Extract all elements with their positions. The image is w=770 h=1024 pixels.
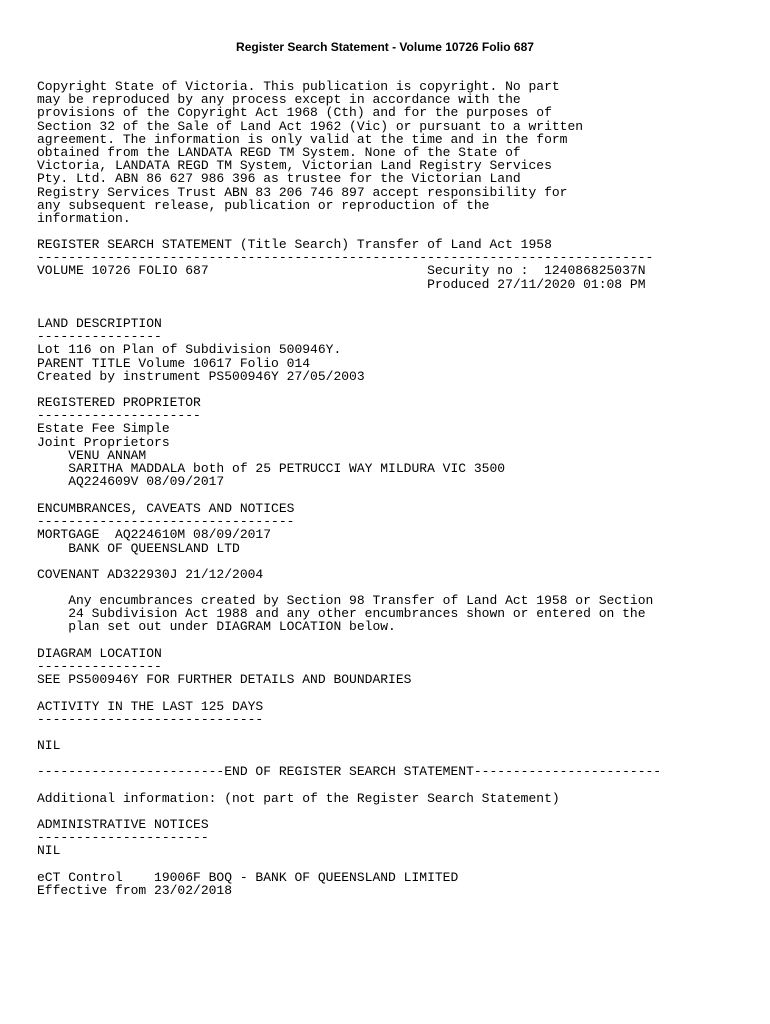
- additional-information: Additional information: (not part of the Register Search Statement): [37, 791, 560, 806]
- statement-header: REGISTER SEARCH STATEMENT (Title Search) Transfer of Land Act 1958 ------------------------------------------------------------------------------- VOLUME 10726 FOLIO 687 Security no : 124086825037N Produced 27/11/2020 01:08 PM: [37, 237, 654, 292]
- activity-section: ACTIVITY IN THE LAST 125 DAYS -----------------------------: [37, 699, 264, 728]
- administrative-notices-section: ADMINISTRATIVE NOTICES ---------------------- NIL: [37, 817, 209, 859]
- land-description-section: LAND DESCRIPTION ---------------- Lot 116 on Plan of Subdivision 500946Y. PARENT TITLE Volume 10617 Folio 014 Created by instrument PS500946Y 27/05/2003: [37, 316, 365, 384]
- end-of-statement-line: ------------------------END OF REGISTER SEARCH STATEMENT------------------------: [37, 764, 662, 779]
- encumbrance-note: Any encumbrances created by Section 98 Transfer of Land Act 1958 or Section 24 Subdivision Act 1988 and any other encumbrances shown or entered on the plan set out under DIAGRAM LOCATION below.: [68, 593, 654, 635]
- covenant-line: COVENANT AD322930J 21/12/2004: [37, 567, 264, 582]
- ect-control: eCT Control 19006F BOQ - BANK OF QUEENSLAND LIMITED Effective from 23/02/2018: [37, 870, 459, 899]
- encumbrances-section: ENCUMBRANCES, CAVEATS AND NOTICES --------------------------------- MORTGAGE AQ224610M 08/09/2017 BANK OF QUEENSLAND LTD: [37, 501, 295, 556]
- copyright-notice: Copyright State of Victoria. This publication is copyright. No part may be reproduced by any process except in accordance with the provisions of the Copyright Act 1968 (Cth) and for the purposes of Section 32 of the Sale of Land Act 1962 (Vic) or pursuant to a written agreement. The information is only valid at the time and in the form obtained from the LANDATA REGD TM System. None of the State of Victoria, LANDATA REGD TM System, Victorian Land Registry Services Pty. Ltd. ABN 86 627 986 396 as trustee for the Victorian Land Registry Services Trust ABN 83 206 746 897 accept responsibility for any subsequent release, publication or reproduction of the information.: [37, 79, 584, 227]
- diagram-location-section: DIAGRAM LOCATION ---------------- SEE PS500946Y FOR FURTHER DETAILS AND BOUNDARIES: [37, 646, 412, 688]
- registered-proprietor-section: REGISTERED PROPRIETOR --------------------- Estate Fee Simple Joint Proprietors VENU ANNAM SARITHA MADDALA both of 25 PETRUCCI WAY MILDURA VIC 3500 AQ224609V 08/09/2017: [37, 395, 506, 490]
- activity-value: NIL: [37, 738, 61, 753]
- document-title: Register Search Statement - Volume 10726 Folio 687: [236, 40, 534, 54]
